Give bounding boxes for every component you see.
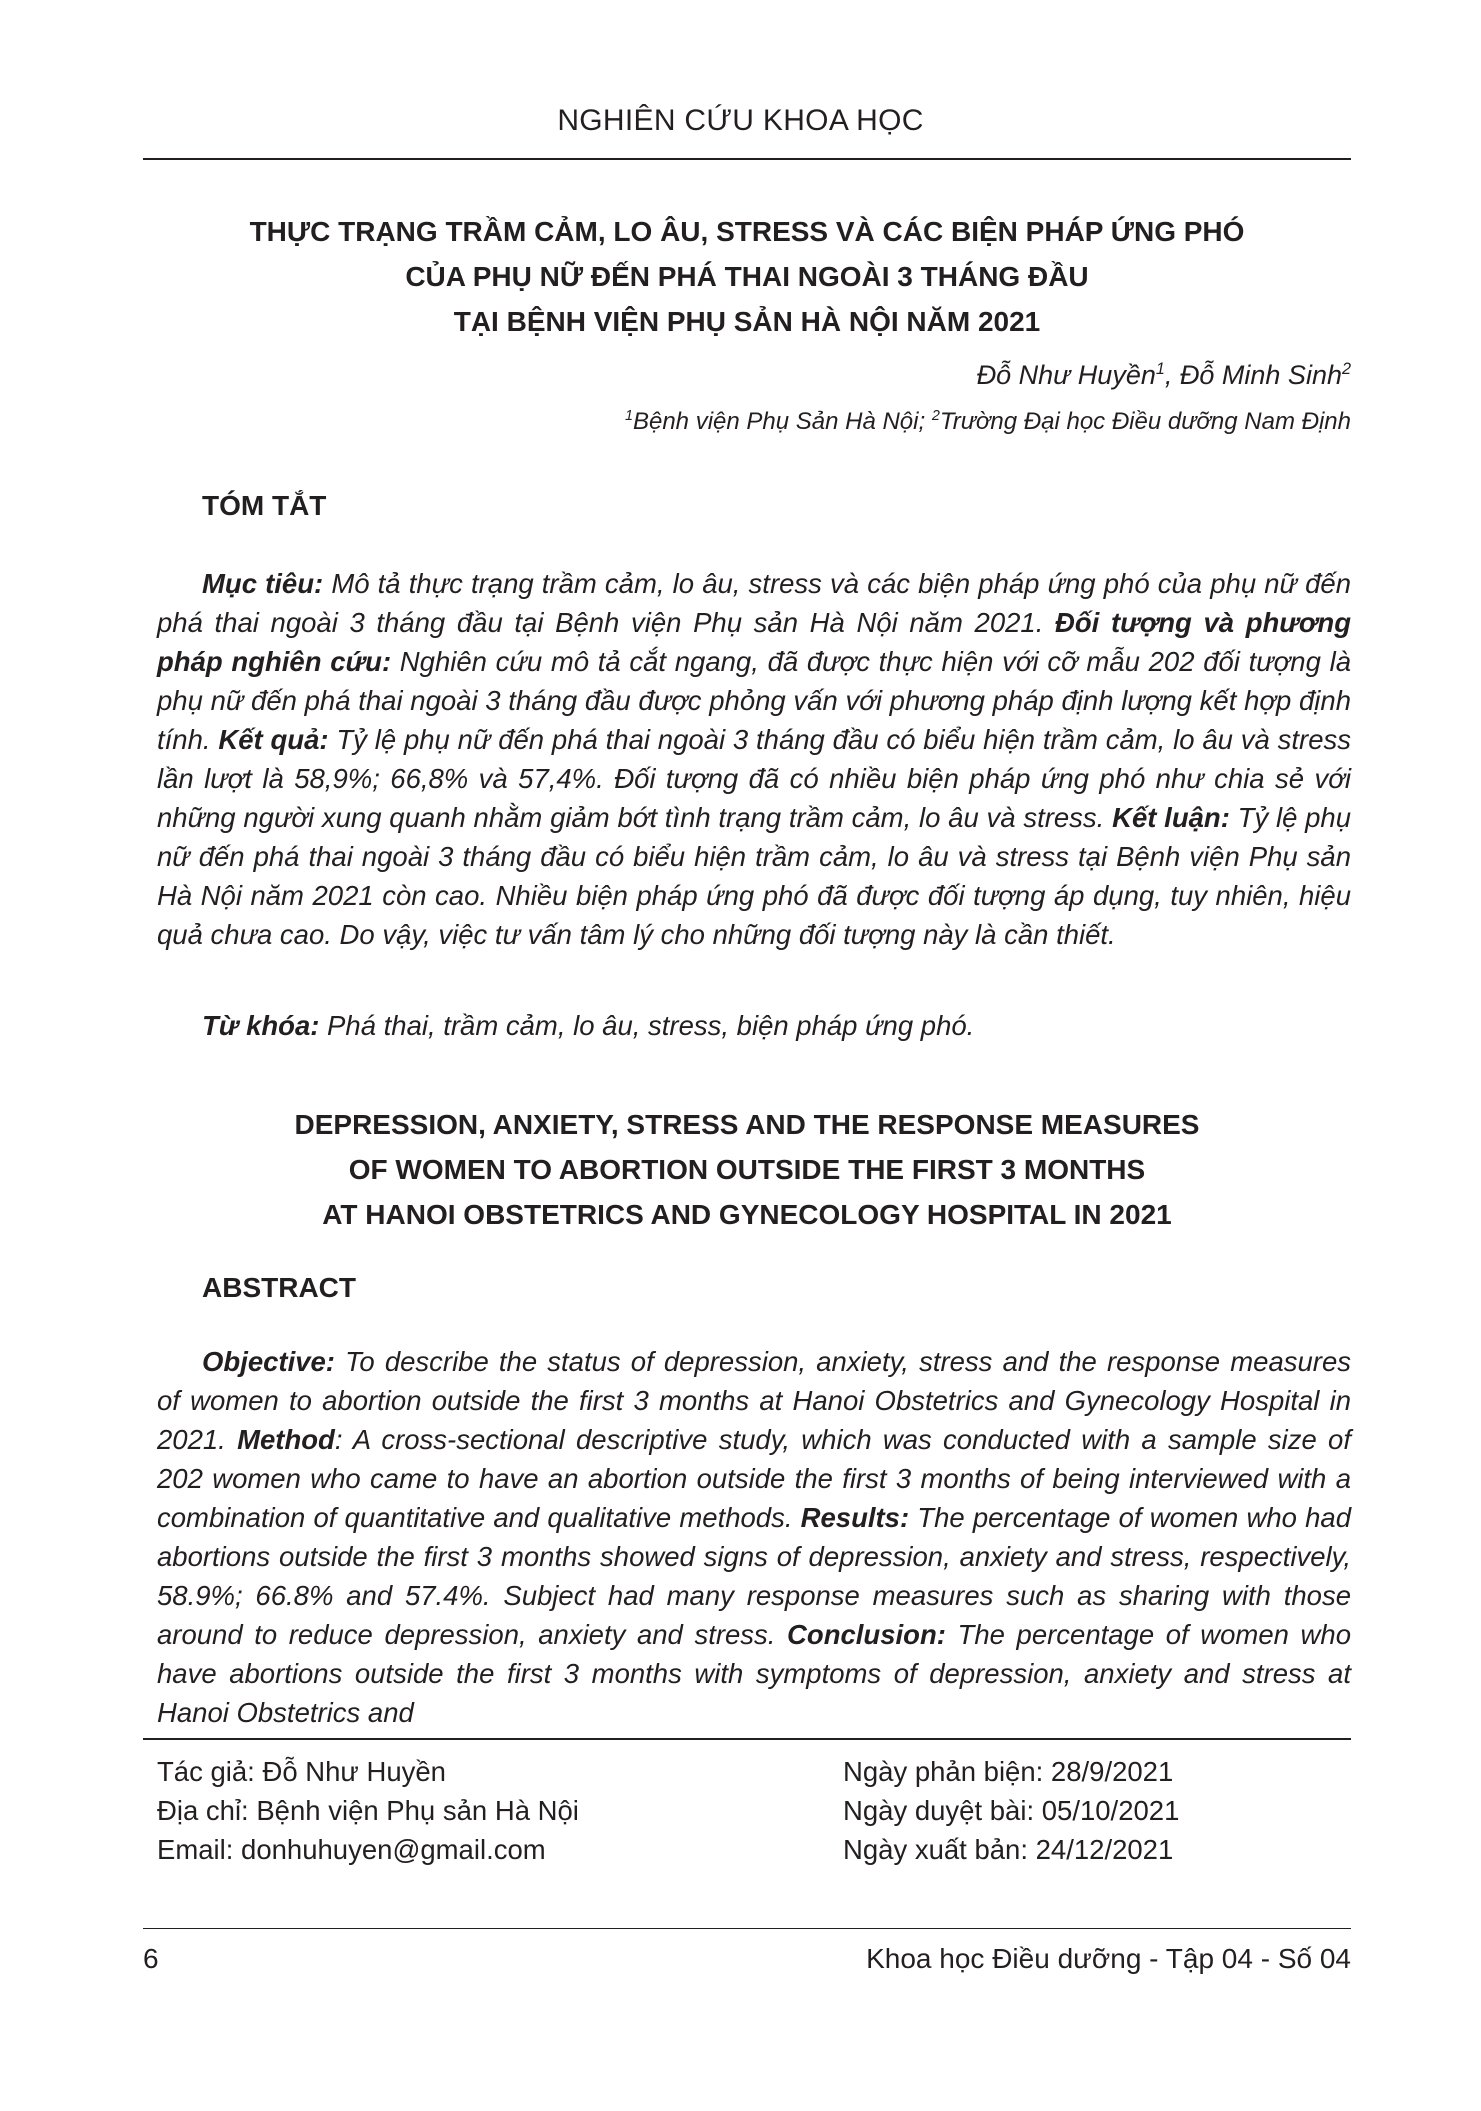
author-affiliation-marker: 1 [1155, 360, 1165, 378]
affiliation-text: Trường Đại học Điều dưỡng Nam Định [939, 408, 1351, 435]
abstract-label: Method [237, 1424, 335, 1455]
abstract-text: The percentage of women who have abortions outside the first 3 months with symptoms of depression, anxiety and stress at Hanoi Obstetrics and [157, 1619, 1351, 1728]
address-line: Địa chỉ: Bệnh viện Phụ sản Hà Nội [157, 1795, 579, 1826]
publication-dates [843, 1752, 1179, 1869]
author-name: Đỗ Như Huyền [976, 360, 1156, 390]
abstract-text: To describe the status of depression, anxiety, stress and the response measures of women to abortion outside the first 3 months at Hanoi Obstetrics and Gynecology Hospital in 2021. [157, 1346, 1351, 1455]
abstract-label: Mục tiêu: [202, 568, 324, 599]
abstract-label: Objective: [202, 1346, 335, 1377]
header-divider [143, 158, 1351, 160]
affiliations [625, 408, 1351, 436]
author-list [977, 360, 1351, 391]
vietnamese-abstract-heading: TÓM TẮT [202, 490, 327, 521]
vietnamese-title-line: THỰC TRẠNG TRẦM CẢM, LO ÂU, STRESS VÀ CÁC BIỆN PHÁP ỨNG PHÓ [249, 216, 1245, 247]
page-footer-divider [143, 1928, 1351, 1929]
author-name: Đỗ Minh Sinh [1179, 360, 1342, 390]
page-number: 6 [143, 1943, 159, 1974]
english-title [143, 1102, 1351, 1237]
abstract-text: Mô tả thực trạng trầm cảm, lo âu, stress và các biện pháp ứng phó của phụ nữ đến phá thai ngoài 3 tháng đầu tại Bệnh viện Phụ sản Hà Nội năm 2021. [157, 568, 1351, 638]
running-header: NGHIÊN CỨU KHOA HỌC [557, 104, 924, 137]
author-affiliation-marker: 2 [1341, 360, 1351, 378]
author-contact-info [157, 1752, 579, 1869]
review-date: Ngày phản biện: 28/9/2021 [843, 1756, 1174, 1787]
abstract-text: Tỷ lệ phụ nữ đến phá thai ngoài 3 tháng đầu có biểu hiện trầm cảm, lo âu và stress lần lượt là 58,9%; 66,8% và 57,4%. Đối tượng đã có nhiều biện pháp ứng phó như chia sẻ với những người xung quanh nhằm giảm bớt tình trạng trầm cảm, lo âu và stress. [157, 724, 1352, 833]
abstract-text: Nghiên cứu mô tả cắt ngang, đã được thực hiện với cỡ mẫu 202 đối tượng là phụ nữ đến phá thai ngoài 3 tháng đầu được phỏng vấn với phương pháp định lượng kết hợp định tính. [157, 646, 1351, 755]
abstract-label: Kết quả: [218, 724, 329, 755]
vietnamese-title-line: TẠI BỆNH VIỆN PHỤ SẢN HÀ NỘI NĂM 2021 [453, 306, 1041, 337]
abstract-text: : A cross-sectional descriptive study, which was conducted with a sample size of 202 women who came to have an abortion outside the first 3 months of being interviewed with a combination of quantitative and qualitative methods. [157, 1424, 1351, 1533]
abstract-label: Kết luận: [1112, 802, 1230, 833]
abstract-text: Tỷ lệ phụ nữ đến phá thai ngoài 3 tháng đầu có biểu hiện trầm cảm, lo âu và stress tại Bệnh viện Phụ sản Hà Nội năm 2021 còn cao. Nhiều biện pháp ứng phó đã được đối tượng áp dụng, tuy nhiên, hiệu quả chưa cao. Do vậy, việc tư vấn tâm lý cho những đối tượng này là cần thiết. [157, 802, 1352, 950]
journal-info: Khoa học Điều dưỡng - Tập 04 - Số 04 [866, 1943, 1351, 1974]
email-line: Email: donhuhuyen@gmail.com [157, 1834, 546, 1865]
abstract-label: Conclusion: [787, 1619, 946, 1650]
publish-date: Ngày xuất bản: 24/12/2021 [843, 1834, 1174, 1865]
abstract-text: The percentage of women who had abortions outside the first 3 months showed signs of depression, anxiety and stress, respectively, 58.9%; 66.8% and 57.4%. Subject had many response measures such as sharing with those around to reduce depression, anxiety and stress. [157, 1502, 1351, 1650]
english-abstract-heading: ABSTRACT [202, 1272, 356, 1303]
footnote-divider [143, 1738, 1351, 1740]
approval-date: Ngày duyệt bài: 05/10/2021 [843, 1795, 1180, 1826]
vietnamese-abstract-paragraph [157, 564, 1351, 954]
affiliation-marker: 2 [931, 408, 940, 424]
english-title-line: AT HANOI OBSTETRICS AND GYNECOLOGY HOSPITAL IN 2021 [322, 1199, 1172, 1230]
keywords-text: Phá thai, trầm cảm, lo âu, stress, biện pháp ứng phó. [319, 1010, 975, 1041]
english-title-line: DEPRESSION, ANXIETY, STRESS AND THE RESPONSE MEASURES [294, 1109, 1200, 1140]
abstract-label: Results: [800, 1502, 910, 1533]
abstract-label: Đối tượng và phương pháp nghiên cứu: [157, 607, 1351, 677]
english-title-line: OF WOMEN TO ABORTION OUTSIDE THE FIRST 3 MONTHS [348, 1154, 1146, 1185]
author-info-line: Tác giả: Đỗ Như Huyền [157, 1756, 446, 1787]
affiliation-marker: 1 [624, 408, 633, 424]
english-abstract-paragraph [157, 1342, 1351, 1732]
keywords-paragraph [157, 1006, 1351, 1045]
keywords-label: Từ khóa: [202, 1010, 320, 1041]
affiliation-text: Bệnh viện Phụ Sản Hà Nội; [632, 408, 932, 435]
vietnamese-title-line: CỦA PHỤ NỮ ĐẾN PHÁ THAI NGOÀI 3 THÁNG ĐẦU [405, 261, 1089, 292]
vietnamese-title [143, 209, 1351, 344]
author-separator: , [1164, 360, 1180, 390]
